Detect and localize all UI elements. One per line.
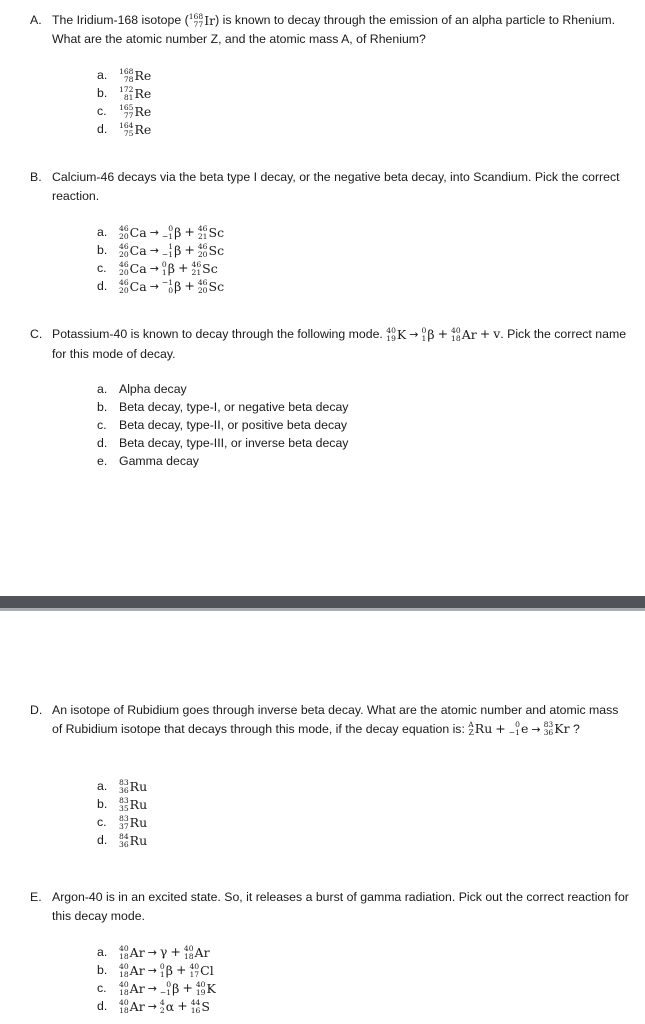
question-label: D. (30, 703, 43, 717)
equation-symbol: + (170, 944, 181, 959)
arrow-icon: → (147, 1000, 157, 1013)
option-a[interactable]: a. 46 20 Ca → 0 −1 β + 46 21 Sc (97, 223, 225, 241)
equation-symbol: + (178, 260, 189, 275)
option-a[interactable]: a. Alpha decay (97, 382, 187, 396)
option-c[interactable]: c. 46 20 Ca → 0 1 β + 46 21 Sc (97, 259, 218, 277)
question-label: A. (30, 13, 42, 27)
option-b[interactable]: b. 83 35 Ru (97, 795, 148, 813)
option-d[interactable]: d. 164 75 Re (97, 120, 152, 138)
nuclide: 46 20 Sc (197, 241, 225, 259)
equation-symbol: γ (159, 944, 168, 959)
nuclide: 4 2 α (159, 997, 175, 1015)
equation-symbol: v (493, 326, 501, 341)
inline-nuclide: 168 77 Ir (188, 11, 216, 29)
nuclide: 0 1 β (159, 961, 173, 979)
question-d-options (97, 777, 147, 849)
nuclide: 0 1 β (161, 259, 175, 277)
inline-reaction (386, 327, 500, 341)
nuclide: 40 17 Cl (189, 961, 214, 979)
option-c[interactable]: c. 83 37 Ru (97, 813, 148, 831)
nuclide: 46 20 Ca (119, 223, 147, 241)
equation-symbol: + (495, 720, 506, 736)
option-a[interactable]: a. 40 18 Ar → γ + 40 18 Ar (97, 943, 210, 961)
page-divider (0, 596, 645, 608)
nuclide: 0 −1 e (508, 720, 529, 738)
option-d[interactable]: d. 84 36 Ru (97, 831, 148, 849)
question-d (30, 701, 630, 739)
nuclide: 40 18 Ar (451, 325, 477, 343)
option-a[interactable]: a. 83 36 Ru (97, 777, 148, 795)
inline-reaction (468, 722, 569, 736)
equation-symbol: + (184, 278, 195, 293)
arrow-icon: → (149, 262, 159, 275)
question-e (30, 888, 630, 925)
question-c-text: C. Potassium-40 is known to decay through the following mode. 40 19 K → 0 1 β + 40 18 Ar + v. Pick the correct name for this mode of decay. (30, 325, 627, 361)
option-b[interactable]: b. Beta decay, type-I, or negative beta decay (97, 400, 349, 414)
nuclide: 46 20 Ca (119, 259, 147, 277)
question-d-text: D. An isotope of Rubidium goes through inverse beta decay. What are the atomic number and atomic mass of Rubidium isotope that decays through this mode, if the decay equation is: A Z Ru + 0 −1 e → 83 36 Kr ? (30, 703, 619, 738)
nuclide: 0 1 β (421, 325, 435, 343)
arrow-icon: → (147, 964, 157, 977)
nuclide: 0 −1 β (161, 223, 182, 241)
question-b-text: B. Calcium-46 decays via the beta type I decay, or the negative beta decay, into Scandium. Pick the correct reaction. (30, 170, 620, 203)
question-label: E. (30, 890, 42, 904)
option-b[interactable]: b. 46 20 Ca → 1 −1 β + 46 20 Sc (97, 241, 225, 259)
option-e[interactable]: e. Gamma decay (97, 454, 199, 468)
option-b[interactable]: b. 40 18 Ar → 0 1 β + 40 17 Cl (97, 961, 214, 979)
arrow-icon: → (149, 280, 159, 293)
nuclide: 0 −1 β (159, 979, 180, 997)
question-a-text: A. The Iridium-168 isotope ( 168 77 Ir ) is known to decay through the emission of an alpha particle to Rhenium. What are the atomic number Z, and the atomic mass A, of Rhenium? (30, 11, 615, 46)
equation-symbol: + (184, 224, 195, 239)
option-d[interactable]: d. 40 18 Ar → 4 2 α + 44 16 S (97, 997, 210, 1015)
option-d[interactable]: d. Beta decay, type-III, or inverse beta decay (97, 436, 349, 450)
question-b-options (97, 223, 224, 295)
arrow-icon: → (147, 946, 157, 959)
nuclide: 44 16 S (190, 997, 210, 1015)
question-a (30, 11, 630, 49)
question-label: B. (30, 170, 42, 184)
option-b[interactable]: b. 172 81 Re (97, 84, 152, 102)
nuclide: 46 21 Sc (197, 223, 225, 241)
question-label: C. (30, 327, 43, 341)
question-a-options (97, 66, 151, 138)
nuclide: 46 20 Sc (197, 277, 225, 295)
nuclide: 1 −1 β (161, 241, 182, 259)
equation-symbol: + (177, 998, 188, 1013)
nuclide: −1 0 β (161, 277, 182, 295)
question-c-options (97, 380, 348, 470)
option-d[interactable]: d. 46 20 Ca → −1 0 β + 46 20 Sc (97, 277, 225, 295)
nuclide: 40 19 K (386, 325, 407, 343)
option-a[interactable]: a. 168 78 Re (97, 66, 152, 84)
nuclide: 46 21 Sc (191, 259, 218, 277)
question-e-options (97, 943, 216, 1015)
equation-symbol: + (175, 962, 187, 977)
nuclide: 83 36 Kr (543, 720, 570, 738)
arrow-icon: → (531, 722, 541, 736)
nuclide: 40 19 K (195, 979, 216, 997)
equation-symbol: + (182, 980, 193, 995)
arrow-icon: → (149, 226, 159, 239)
page-divider-shadow (0, 608, 645, 611)
nuclide: 40 18 Ar (119, 997, 145, 1015)
arrow-icon: → (147, 982, 157, 995)
nuclide: 40 18 Ar (119, 979, 145, 997)
equation-symbol: + (437, 326, 449, 341)
question-c (30, 325, 630, 363)
arrow-icon: → (149, 244, 159, 257)
nuclide: 40 18 Ar (119, 961, 145, 979)
option-c[interactable]: c. Beta decay, type-II, or positive beta decay (97, 418, 348, 432)
arrow-icon: → (409, 328, 419, 341)
option-c[interactable]: c. 40 18 Ar → 0 −1 β + 40 19 K (97, 979, 216, 997)
equation-symbol: + (479, 326, 491, 341)
nuclide: 40 18 Ar (183, 943, 210, 961)
question-e-text: E. Argon-40 is in an excited state. So, it releases a burst of gamma radiation. Pick out the correct reaction for this decay mode. (30, 890, 629, 923)
option-c[interactable]: c. 165 77 Re (97, 102, 152, 120)
question-b (30, 168, 630, 205)
nuclide: 40 18 Ar (119, 943, 145, 961)
nuclide: 46 20 Ca (119, 241, 147, 259)
nuclide: A Z Ru (468, 720, 493, 738)
nuclide: 46 20 Ca (119, 277, 147, 295)
equation-symbol: + (184, 242, 195, 257)
